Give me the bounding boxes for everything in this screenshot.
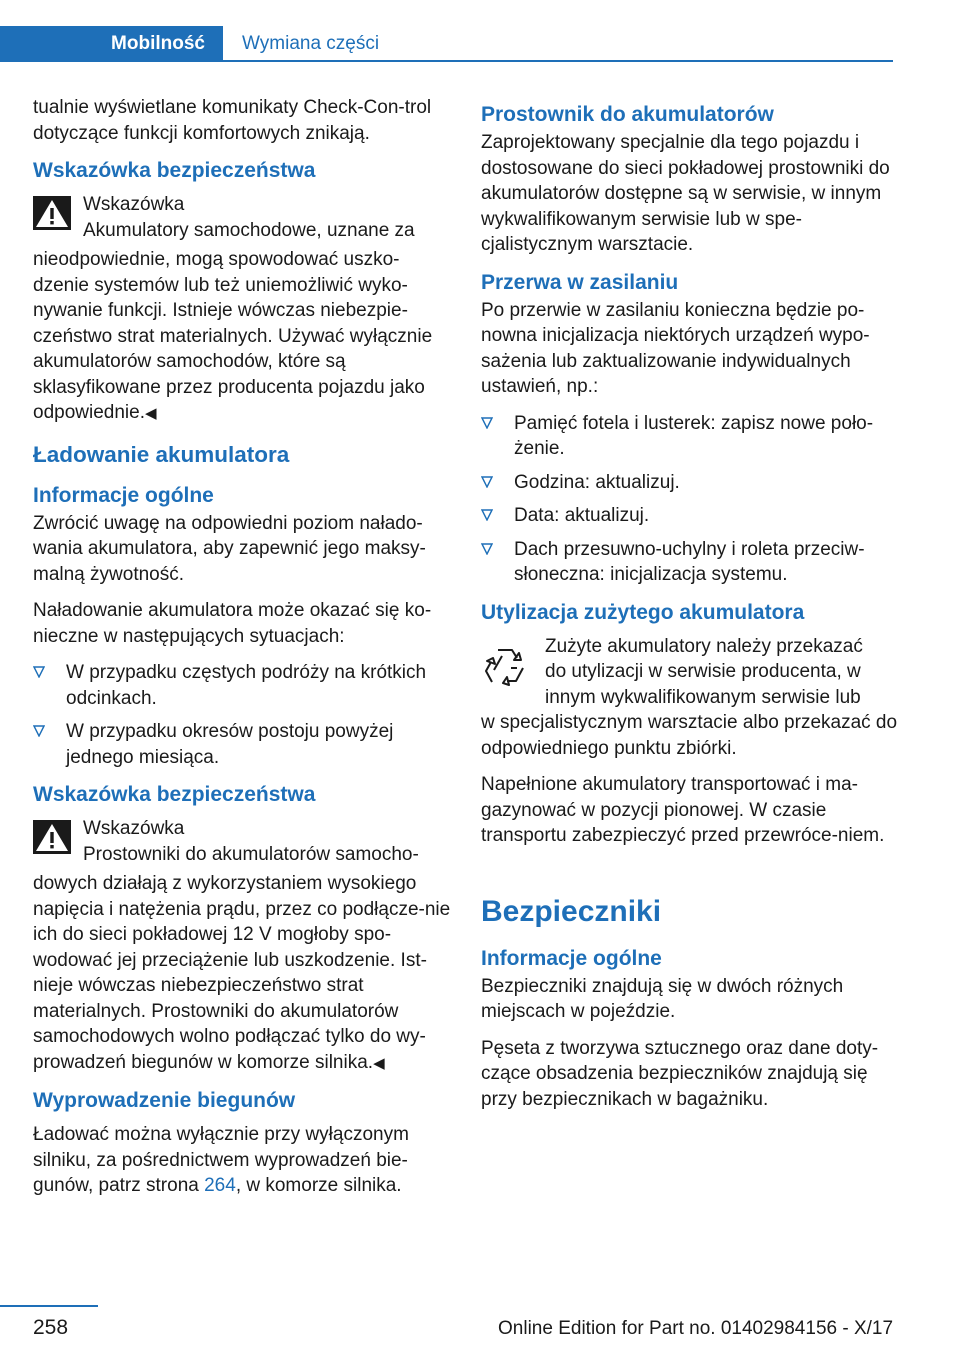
disposal-line-2: do utylizacji w serwisie producenta, w: [545, 661, 861, 682]
safety-note-2: [33, 816, 453, 1076]
recycling-icon: [481, 644, 529, 690]
charging-subheading: Informacje ogólne: [33, 483, 214, 507]
page-number: 258: [33, 1316, 69, 1339]
list-item: Dach przesuwno-uchylny i roleta przeciw-słoneczna: inicjalizacja systemu.: [481, 537, 899, 588]
list-item: Godzina: aktualizuj.: [481, 470, 899, 496]
subsection-tab[interactable]: Wymiana części: [242, 33, 380, 54]
list-item: Pamięć fotela i lusterek: zapisz nowe poło-żenie.: [481, 411, 899, 462]
fuses-text-2: Pęseta z tworzywa sztucznego oraz dane doty-czące obsadzenia bezpieczników znajdują się przy bezpiecznikach w bagażniku.: [481, 1037, 879, 1110]
warning-triangle-icon: [33, 820, 71, 854]
triangle-bullet-icon: [481, 543, 493, 555]
page-header: [0, 0, 960, 62]
power-cut-text: Po przerwie w zasilaniu konieczna będzie po-nowna inicjalizacja niektórych urządzeń wypo-sażenia lub zaktualizowanie indywidualnych ustawień, np.:: [481, 299, 870, 397]
list-item: W przypadku okresów postoju powyżej jednego miesiąca.: [33, 719, 453, 770]
edition-info: Online Edition for Part no. 01402984156 - X/17: [498, 1318, 894, 1339]
disposal-line-1: Zużyte akumulatory należy przekazać: [545, 635, 863, 657]
safety-line-1: Akumulatory samochodowe, uznane za: [83, 219, 415, 241]
triangle-bullet-icon: [33, 725, 45, 737]
triangle-bullet-icon: [481, 509, 493, 521]
triangle-bullet-icon: [481, 476, 493, 488]
disposal-heading: Utylizacja zużytego akumulatora: [481, 600, 805, 624]
warning-triangle-icon: [33, 196, 71, 230]
disposal-line-3: innym wykwalifikowanym serwisie lub: [545, 686, 861, 708]
rectifier-heading: Prostownik do akumulatorów: [481, 103, 774, 126]
section-tab[interactable]: [0, 26, 223, 61]
section-label: Mobilność: [111, 33, 205, 54]
disposal-note: [481, 634, 899, 762]
list-item: W przypadku częstych podróży na krótkich odcinkach.: [33, 660, 453, 711]
power-cut-list: [481, 411, 899, 588]
triangle-bullet-icon: [481, 417, 493, 429]
triangle-bullet-icon: [33, 666, 45, 678]
footer-rule: [0, 1305, 98, 1307]
safety-heading-2: Wskazówka bezpieczeństwa: [33, 783, 316, 806]
header-rule: [0, 60, 893, 62]
safety-text-1: nieodpowiednie, mogą spowodować uszko-dzenie systemów lub też uniemożliwić wyko-nywanie funkcji. Istnieje wówczas niebezpie-czeństwo strat materialnych. Używać wyłącznie akumulatorów samochodów, które są sklasyfikowane przez producenta pojazdu jako odpowiednie.: [33, 249, 433, 423]
fuses-text-1: Bezpieczniki znajdują się w dwóch różnych miejscach w pojeździe.: [481, 975, 844, 1022]
end-mark-icon: ◀: [373, 1054, 385, 1072]
safety-text-2: dowych działają z wykorzystaniem wysokiego napięcia i natężenia prądu, przez co podłącze-nie ich do sieci pokładowej 12 V mogłoby spo-wodować jej przeciążenie lub uszkodzenie. Ist-nieje wówczas niebezpieczeństwo strat materialnych. Prostowniki do akumulatorów samochodowych wolno podłączać tylko do wy-prowadzeń biegunów w komorze silnika.: [33, 873, 451, 1073]
safety-heading-1: Wskazówka bezpieczeństwa: [33, 159, 316, 182]
disposal-text-2: Napełnione akumulatory transportować i ma-gazynować w pozycji pionowej. W czasie transportu zabezpieczyć przed przewróce-niem.: [481, 774, 885, 846]
fuses-title: Bezpieczniki: [481, 894, 662, 928]
fuses-subheading: Informacje ogólne: [481, 946, 662, 970]
safety-line-2: Prostowniki do akumulatorów samocho-: [83, 843, 419, 865]
charging-list: [33, 660, 453, 770]
left-column: [33, 95, 453, 1210]
right-column: [481, 95, 899, 1123]
charging-heading: Ładowanie akumulatora: [33, 441, 290, 467]
list-item: Data: aktualizuj.: [481, 503, 899, 529]
power-cut-heading: Przerwa w zasilaniu: [481, 270, 679, 294]
rectifier-text: Zaprojektowany specjalnie dla tego pojazdu i dostosowane do sieci pokładowej prostowniki do akumulatorów dostępne są w serwisie, w innym wykwalifikowanym serwisie lub w spe-cjalistycznym warsztacie.: [481, 132, 890, 255]
safety-label-1: Wskazówka: [83, 194, 185, 215]
page-link[interactable]: 264: [204, 1175, 236, 1196]
safety-note-1: [33, 192, 453, 427]
terminals-heading: Wyprowadzenie biegunów: [33, 1089, 296, 1112]
charging-text-1: Zwrócić uwagę na odpowiedni poziom nałado-wania akumulatora, aby zapewnić jego maksy-malną żywotność.: [33, 512, 426, 585]
safety-label-2: Wskazówka: [83, 818, 185, 839]
end-mark-icon: ◀: [144, 405, 157, 422]
terminals-text: Ładować można wyłącznie przy wyłączonym silniku, za pośrednictwem wyprowadzeń bie-gunów, patrz strona 264, w komorze silnika.: [33, 1124, 409, 1196]
charging-text-2: Naładowanie akumulatora może okazać się ko-nieczne w następujących sytuacjach:: [33, 600, 432, 647]
disposal-text: w specjalistycznym warsztacie albo przekazać do odpowiedniego punktu zbiórki.: [481, 712, 898, 759]
intro-text: tualnie wyświetlane komunikaty Check-Con-trol dotyczące funkcji komfortowych znikają.: [33, 97, 432, 144]
